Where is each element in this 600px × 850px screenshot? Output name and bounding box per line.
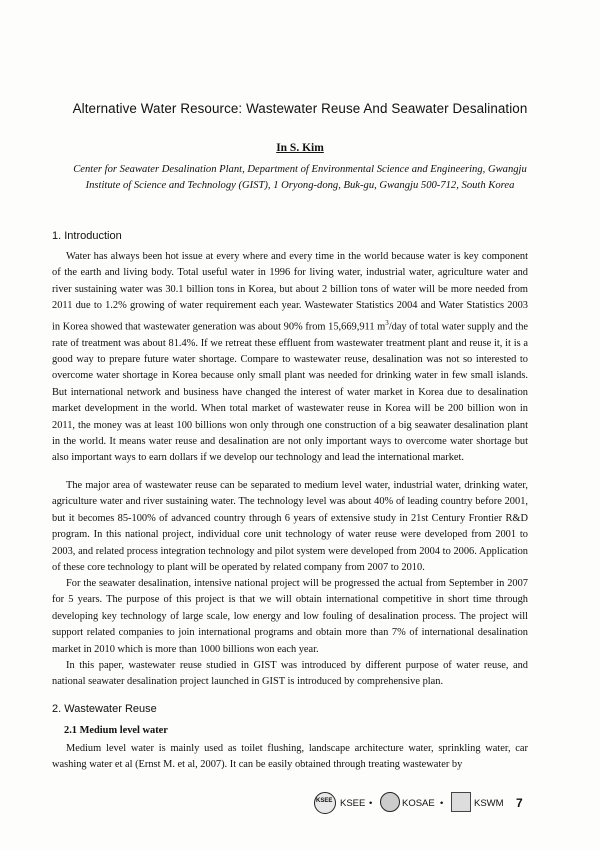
footer xyxy=(300,788,540,828)
intro-paragraph-2: The major area of wastewater reuse can be separated to medium level water, industrial water, drinking water, agriculture water and river sustaining water. The technology level was about 40% of leading country before 2001, but it becomes 85-100% of advanced country through 6 years of extensive study in 21st Century Frontier R&D program. In this national project, individual core unit technology of water reuse were developed from 2001 to 2003, and related process integration technology and pilot system were developed from 2004 to 2006. Application of these core technology to plant will be operated by related company from 2007 to 2010. xyxy=(52,480,528,574)
intro-paragraph-4: In this paper, wastewater reuse studied in GIST was introduced by different purpose of water reuse, and national seawater desalination project launched in GIST is introduced by comprehensive plan. xyxy=(52,660,528,688)
superscript-3: 3 xyxy=(385,318,389,327)
intro-paragraph-1-part-a: Water has always been hot issue at every where and every time in the world because water is key component of the earth and living body. Total useful water in 1996 for living water, industrial water, agriculture water and river sustaining water was 30.1 billion tons in Korea, but about 2 billion tons of water will be more needed from 2011 due to 1.2% growing of water requirement each year. Wastewater Statistics 2004 and Water Statistics 2003 in Korea showed that wastewater generation was about 90% from 15,669,911 m xyxy=(52,251,528,333)
wastewater-paragraph-1: Medium level water is mainly used as toilet flushing, landscape architecture water, sprinkling water, car washing water et al (Ernst M. et al, 2007). It can be easily obtained through treating wastewater by xyxy=(52,743,528,771)
affiliation xyxy=(30,162,570,194)
intro-paragraph-1-part-b: /day of total water supply and the rate of treatment was about 81.4%. If we retreat these effluent from wastewater treatment plant and reuse it, it is a good way to prepare future water shortage. Compare to wastewater reuse, desalination was not so interested to overcome water shortage in Korea because only small plant was needed for drinking water in few small islands. But international network and business have changed the interest of water market in Korea due to desalination market development in the world. When total market of wastewater reuse in Korea will be 200 billion won in 2011, the money was at least 100 billions won only through one construction of a big seawater desalination plant in the world. It means water reuse and desalination are not only important ways to overcome water shortage but also important ways to earn dollars if we develop our technology and lead the international market. xyxy=(52,321,528,464)
paper-title: Alternative Water Resource: Wastewater Reuse And Seawater Desalination xyxy=(72,101,528,116)
footer-separator: • xyxy=(369,798,373,809)
ksee-logo-icon xyxy=(314,792,336,814)
section-heading-introduction: 1. Introduction xyxy=(52,230,122,242)
kswm-logo-icon xyxy=(451,792,471,812)
subsection-heading-medium-level-water: 2.1 Medium level water xyxy=(64,725,168,736)
footer-ksee: KSEE xyxy=(340,798,366,809)
footer-kswm: KSWM xyxy=(474,798,504,809)
affiliation-line-2: Institute of Science and Technology (GIST), 1 Oryong-dong, Buk-gu, Gwangju 500-712, South Korea xyxy=(85,180,515,191)
footer-separator-2: • xyxy=(440,798,444,809)
page-number: 7 xyxy=(516,796,523,810)
intro-paragraph-1 xyxy=(52,249,528,467)
footer-kosae: KOSAE xyxy=(402,798,435,809)
ksee-logo-text: KSEE xyxy=(316,798,333,804)
kosae-logo-icon xyxy=(380,792,400,812)
intro-paragraph-3: For the seawater desalination, intensive national project will be progressed the actual from September in 2007 for 5 years. The purpose of this project is that we will obtain international competitive in short time through developing key technology of large scale, low energy and low fouling of desalination process. The project will support related companies to join international programs and obtain more than 7% of international desalination market in 2010 which is more than 1000 billions won each year. xyxy=(52,578,528,655)
section-heading-wastewater-reuse: 2. Wastewater Reuse xyxy=(52,703,157,715)
author-name: In S. Kim xyxy=(276,142,324,154)
affiliation-line-1: Center for Seawater Desalination Plant, Department of Environmental Science and Engineering, Gwangju xyxy=(73,164,527,175)
